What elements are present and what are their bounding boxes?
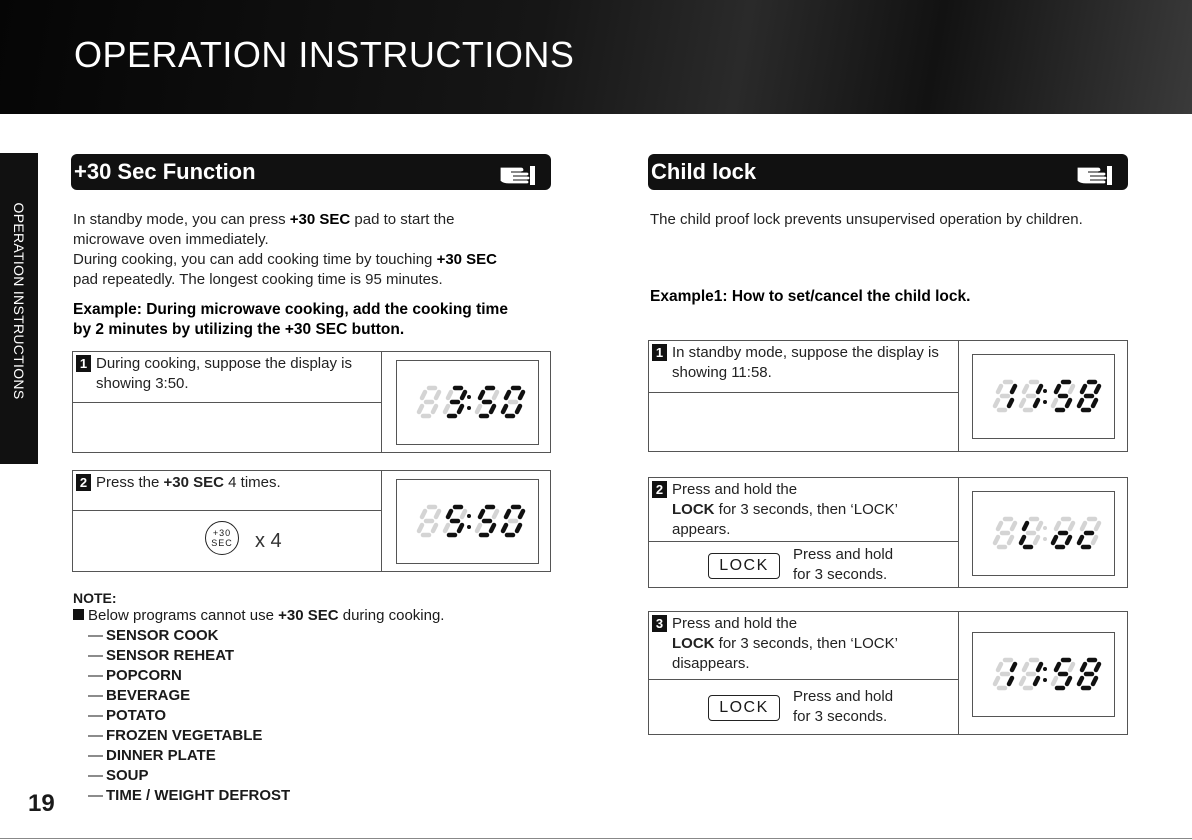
list-item: — TIME / WEIGHT DEFROST (88, 787, 291, 804)
seven-segment-digit (1053, 660, 1073, 688)
display-colon-dot (1043, 400, 1047, 404)
display-digits (973, 492, 1114, 575)
press-hint: Press and hold for 3 seconds. (793, 688, 894, 725)
display-panel (972, 354, 1115, 439)
step-text: During cooking, suppose the display is showing 3:50. (96, 355, 352, 392)
plus-30-sec-button[interactable]: +30 SEC (205, 521, 239, 555)
page-header (0, 0, 1192, 114)
seven-segment-digit (1053, 519, 1073, 547)
note-title: NOTE: (73, 590, 117, 606)
press-hint: Press and hold for 3 seconds. (793, 546, 894, 583)
seven-segment-digit (1079, 519, 1099, 547)
display-digits (973, 355, 1114, 438)
seven-segment-digit (1021, 660, 1041, 688)
seven-segment-digit (995, 660, 1015, 688)
section-bar-30sec (71, 154, 551, 190)
step-3-child-lock (648, 611, 1128, 735)
pointing-hand-icon (497, 158, 537, 186)
display-panel (396, 479, 539, 564)
display-panel (972, 632, 1115, 717)
list-item: — SENSOR COOK (88, 627, 219, 644)
seven-segment-digit (1079, 660, 1099, 688)
section-bar-child-lock (648, 154, 1128, 190)
seven-segment-digit (995, 519, 1015, 547)
pointing-hand-icon (1074, 158, 1114, 186)
side-tab (0, 153, 38, 464)
lock-button[interactable]: LOCK (708, 695, 780, 721)
seven-segment-digit (419, 507, 439, 535)
list-item: — POTATO (88, 707, 166, 724)
display-colon-dot (1043, 537, 1047, 541)
display-digits (397, 361, 538, 444)
intro-30sec: In standby mode, you can press +30 SEC pad to start the microwave oven immediately. During cooking, you can add cooking time by touching +30 SEC pad repeatedly. The longest cooking time is 95 minutes. (73, 211, 498, 288)
display-panel (972, 491, 1115, 576)
seven-segment-digit (503, 507, 523, 535)
seven-segment-digit (445, 507, 465, 535)
seven-segment-digit (995, 382, 1015, 410)
list-item: — DINNER PLATE (88, 747, 216, 764)
bottom-rule (0, 838, 1192, 839)
seven-segment-digit (477, 388, 497, 416)
seven-segment-digit (503, 388, 523, 416)
list-item: — BEVERAGE (88, 687, 191, 704)
list-item: — SENSOR REHEAT (88, 647, 235, 664)
seven-segment-digit (419, 388, 439, 416)
step-number: 1 (652, 344, 667, 361)
step-1-30sec (72, 351, 551, 453)
seven-segment-digit (445, 388, 465, 416)
step-1-child-lock (648, 340, 1128, 452)
section-title-child-lock: Child lock (651, 159, 757, 184)
display-digits (397, 480, 538, 563)
display-panel (396, 360, 539, 445)
display-colon-dot (467, 514, 471, 518)
example-30sec: Example: During microwave cooking, add the cooking time by 2 minutes by utilizing the +30 SEC button. (73, 301, 508, 338)
intro-child-lock: The child proof lock prevents unsupervised operation by children. (650, 211, 1083, 228)
step-2-30sec (72, 470, 551, 572)
seven-segment-digit (1053, 382, 1073, 410)
example-child-lock: Example1: How to set/cancel the child lock. (650, 288, 971, 305)
step-text: Press and hold the LOCK for 3 seconds, then ‘LOCK’ appears. (672, 481, 898, 538)
display-colon-dot (1043, 667, 1047, 671)
seven-segment-digit (1021, 382, 1041, 410)
lock-button[interactable]: LOCK (708, 553, 780, 579)
step-number: 2 (76, 474, 91, 491)
display-colon-dot (1043, 389, 1047, 393)
display-colon-dot (1043, 526, 1047, 530)
step-text: Press and hold the LOCK for 3 seconds, then ‘LOCK’ disappears. (672, 615, 898, 672)
seven-segment-digit (1079, 382, 1099, 410)
step-text: In standby mode, suppose the display is showing 11:58. (672, 344, 939, 381)
display-colon-dot (467, 406, 471, 410)
note-text: Below programs cannot use +30 SEC during cooking. (73, 606, 444, 626)
page-title: OPERATION INSTRUCTIONS (74, 34, 575, 75)
seven-segment-digit (477, 507, 497, 535)
section-title-30sec: +30 Sec Function (74, 159, 256, 184)
list-item: — SOUP (88, 767, 149, 784)
step-number: 3 (652, 615, 667, 632)
display-colon-dot (467, 525, 471, 529)
step-2-child-lock (648, 477, 1128, 588)
page-number: 19 (28, 790, 55, 817)
step-number: 2 (652, 481, 667, 498)
display-colon-dot (467, 395, 471, 399)
list-item: — POPCORN (88, 667, 182, 684)
display-colon-dot (1043, 678, 1047, 682)
seven-segment-digit (1021, 519, 1041, 547)
side-tab-label: OPERATION INSTRUCTIONS (11, 202, 27, 400)
list-item: — FROZEN VEGETABLE (88, 727, 263, 744)
press-count: x 4 (255, 530, 282, 552)
step-number: 1 (76, 355, 91, 372)
display-digits (973, 633, 1114, 716)
step-text: Press the +30 SEC 4 times. (96, 474, 281, 491)
